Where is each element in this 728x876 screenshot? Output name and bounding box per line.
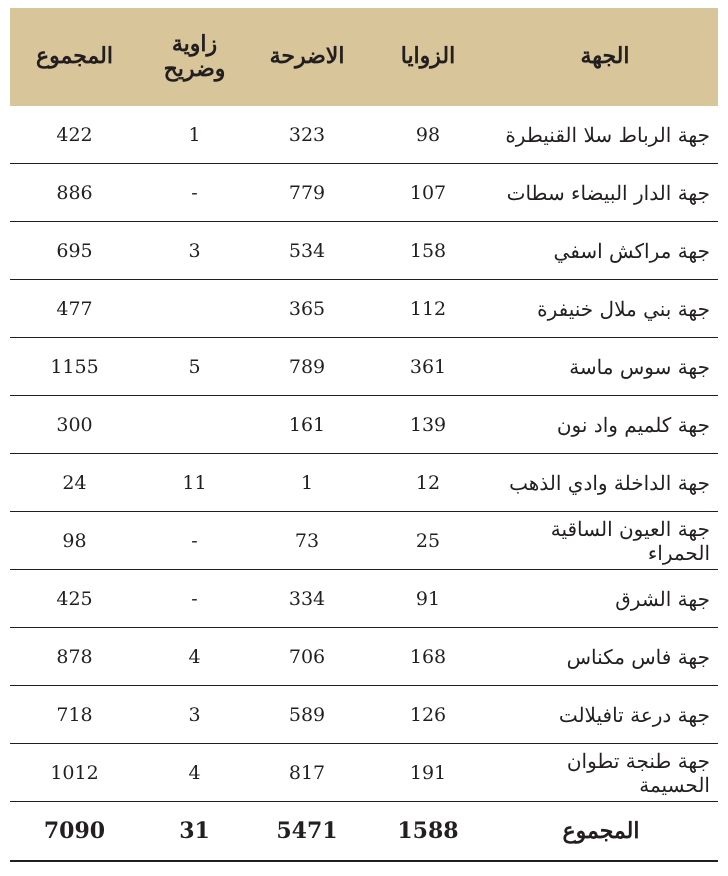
- cell-both: [139, 280, 250, 338]
- totals-row: [10, 802, 718, 862]
- cell-region: جهة بني ملال خنيفرة: [492, 280, 718, 338]
- shrines-table: [10, 8, 718, 862]
- header-zawiya-and-shrine: [139, 8, 250, 106]
- cell-region: جهة الرباط سلا القنيطرة: [492, 106, 718, 164]
- table-row: [10, 338, 718, 396]
- cell-region: جهة الشرق: [492, 570, 718, 628]
- cell-zawaya: 361: [364, 338, 492, 396]
- cell-adriha: 161: [250, 396, 364, 454]
- cell-region: جهة الدار البيضاء سطات: [492, 164, 718, 222]
- table-row: [10, 164, 718, 222]
- cell-both: -: [139, 512, 250, 570]
- totals-label: المجموع: [492, 802, 718, 862]
- cell-region: جهة طنجة تطوان الحسيمة: [492, 744, 718, 802]
- table-row: [10, 512, 718, 570]
- cell-zawaya: 112: [364, 280, 492, 338]
- cell-adriha: 589: [250, 686, 364, 744]
- header-both-line2: وضريح: [163, 56, 226, 82]
- table-row: [10, 570, 718, 628]
- table-row: [10, 396, 718, 454]
- table-row: [10, 686, 718, 744]
- cell-zawaya: 12: [364, 454, 492, 512]
- table-row: [10, 454, 718, 512]
- cell-adriha: 73: [250, 512, 364, 570]
- cell-total: 422: [10, 106, 139, 164]
- cell-region: جهة سوس ماسة: [492, 338, 718, 396]
- header-adriha: الاضرحة: [250, 8, 364, 106]
- table-row: [10, 222, 718, 280]
- table-row: [10, 628, 718, 686]
- cell-adriha: 1: [250, 454, 364, 512]
- cell-zawaya: 168: [364, 628, 492, 686]
- cell-total: 98: [10, 512, 139, 570]
- cell-zawaya: 139: [364, 396, 492, 454]
- cell-adriha: 323: [250, 106, 364, 164]
- totals-zawaya: 1588: [364, 802, 492, 862]
- cell-region: جهة كلميم واد نون: [492, 396, 718, 454]
- cell-both: 3: [139, 686, 250, 744]
- cell-both: [139, 396, 250, 454]
- totals-both: 31: [139, 802, 250, 862]
- cell-both: -: [139, 570, 250, 628]
- cell-total: 425: [10, 570, 139, 628]
- cell-total: 1155: [10, 338, 139, 396]
- totals-total: 7090: [10, 802, 139, 862]
- cell-zawaya: 91: [364, 570, 492, 628]
- cell-both: 3: [139, 222, 250, 280]
- cell-both: 11: [139, 454, 250, 512]
- cell-both: 1: [139, 106, 250, 164]
- cell-adriha: 334: [250, 570, 364, 628]
- cell-zawaya: 98: [364, 106, 492, 164]
- table-row: [10, 106, 718, 164]
- header-region: الجهة: [492, 8, 718, 106]
- cell-total: 695: [10, 222, 139, 280]
- cell-total: 24: [10, 454, 139, 512]
- cell-total: 300: [10, 396, 139, 454]
- cell-total: 1012: [10, 744, 139, 802]
- header-total: المجموع: [10, 8, 139, 106]
- cell-zawaya: 107: [364, 164, 492, 222]
- cell-region: جهة درعة تافيلالت: [492, 686, 718, 744]
- cell-adriha: 534: [250, 222, 364, 280]
- cell-zawaya: 191: [364, 744, 492, 802]
- header-both-line1: زاوية: [171, 30, 218, 57]
- cell-adriha: 365: [250, 280, 364, 338]
- cell-both: 5: [139, 338, 250, 396]
- cell-region: جهة مراكش اسفي: [492, 222, 718, 280]
- cell-zawaya: 158: [364, 222, 492, 280]
- cell-total: 718: [10, 686, 139, 744]
- table-header-row: [10, 8, 718, 106]
- cell-adriha: 817: [250, 744, 364, 802]
- cell-zawaya: 126: [364, 686, 492, 744]
- table-row: [10, 280, 718, 338]
- cell-adriha: 789: [250, 338, 364, 396]
- cell-total: 477: [10, 280, 139, 338]
- totals-adriha: 5471: [250, 802, 364, 862]
- cell-both: 4: [139, 744, 250, 802]
- header-zawaya: الزوايا: [364, 8, 492, 106]
- cell-region: جهة العيون الساقية الحمراء: [492, 512, 718, 570]
- cell-adriha: 779: [250, 164, 364, 222]
- table-container: [10, 8, 718, 862]
- cell-total: 886: [10, 164, 139, 222]
- cell-both: 4: [139, 628, 250, 686]
- cell-zawaya: 25: [364, 512, 492, 570]
- cell-region: جهة الداخلة وادي الذهب: [492, 454, 718, 512]
- cell-adriha: 706: [250, 628, 364, 686]
- cell-total: 878: [10, 628, 139, 686]
- table-row: [10, 744, 718, 802]
- cell-region: جهة فاس مكناس: [492, 628, 718, 686]
- cell-both: -: [139, 164, 250, 222]
